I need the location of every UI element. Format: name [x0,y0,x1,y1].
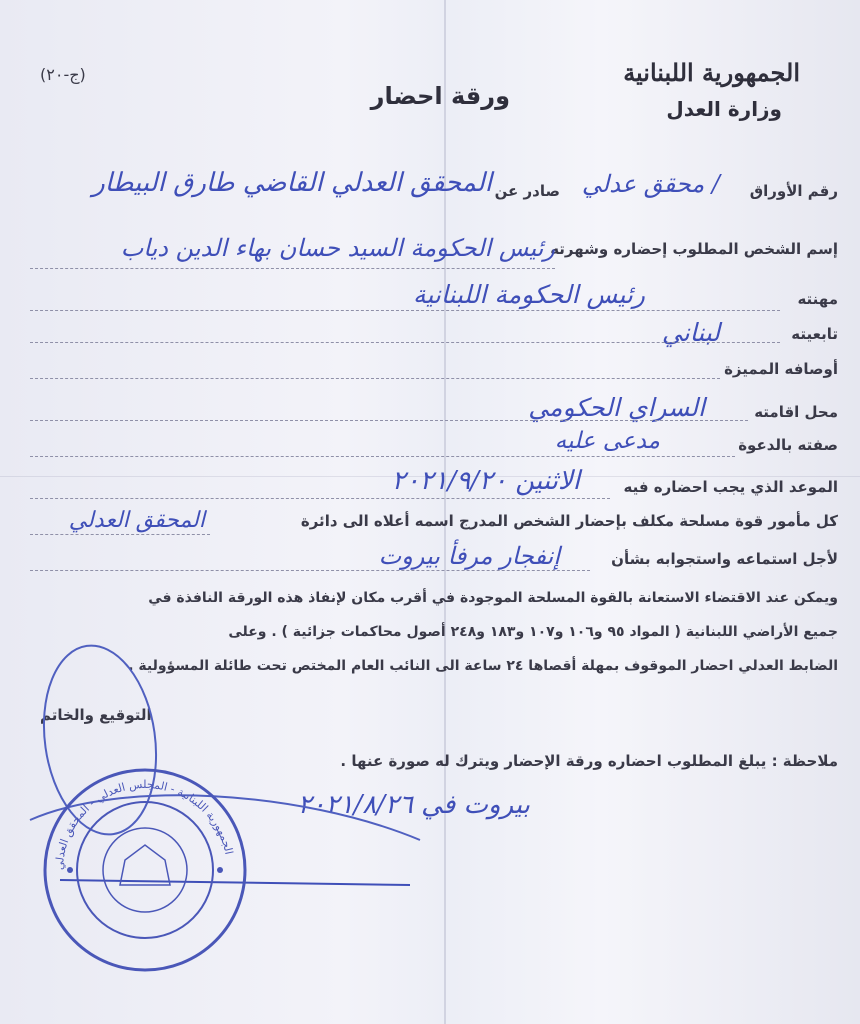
order-line: كل مأمور قوة مسلحة مكلف بإحضار الشخص المدرج اسمه أعلاه الى دائرة [300,512,838,530]
issued-by-value: المحقق العدلي القاضي طارق البيطار [92,168,492,198]
capacity-label: صفته بالدعوة [738,436,838,454]
profession-label: مهنته [797,290,838,308]
stamp-outer-ring [45,770,245,970]
profession-value: رئيس الحكومة اللبنانية [412,280,645,309]
residence-value: السراي الحكومي [528,393,705,422]
department-value: المحقق العدلي [68,508,205,533]
issued-by-label: صادر عن [494,182,560,200]
person-value: رئيس الحكومة السيد حسان بهاء الدين دياب [120,234,555,262]
stamp-inner-ring [77,802,213,938]
stamp-emblem-icon [120,845,170,885]
place-date: بيروت في ٢٠٢١/٨/٢٦ [297,790,530,820]
stamp-text: الجمهورية اللبنانية - المجلس العدلي - المحقق العدلي [52,777,236,871]
purpose-value: إنفجار مرفأ بيروت [378,542,560,570]
purpose-label: لأجل استماعه واستجوابه بشأن [611,550,838,568]
file-number-label: رقم الأوراق [749,182,838,200]
signature-label: التوقيع والخاتم [40,706,152,724]
stamp-emblem-ring [103,828,187,912]
page-title: ورقة احضار [370,82,510,110]
residence-label: محل اقامته [754,403,838,421]
note: ملاحظة : يبلغ المطلوب احضاره ورقة الإحضار ويترك له صورة عنها . [340,752,838,770]
file-number-value: / محقق عدلي [581,170,720,198]
form-number: (ج-٢٠) [40,65,86,84]
appointment-label: الموعد الذي يجب احضاره فيه [623,478,838,496]
paragraph-line-2: جميع الأراضي اللبنانية ( المواد ٩٥ و١٠٦ و١٠٧ و١٨٣ و٢٤٨ أصول محاكمات جزائية ) . وعلى [228,624,838,640]
nationality-label: تابعيته [791,325,838,343]
person-label: إسم الشخص المطلوب إحضاره وشهرته [550,240,838,258]
capacity-value: مدعى عليه [554,428,660,454]
stamp-star-left-icon [67,867,73,873]
paragraph-line-3: الضابط العدلي احضار الموقوف بمهلة أقصاها ٢٤ ساعة الى النائب العام المختص تحت طائلة المسؤولية . [128,658,838,674]
republic-heading: الجمهورية اللبنانية [623,58,800,87]
stamp-star-right-icon [217,867,223,873]
ministry-heading: وزارة العدل [666,97,782,121]
nationality-value: لبناني [661,318,720,347]
official-stamp [40,765,250,975]
appointment-value: الاثنين ٢٠٢١/٩/٢٠ [391,466,580,496]
paragraph-line-1: ويمكن عند الاقتضاء الاستعانة بالقوة المسلحة الموجودة في أقرب مكان لإنفاذ هذه الورقة النافذة في [148,590,838,606]
features-label: أوصافه المميزة [724,360,838,378]
